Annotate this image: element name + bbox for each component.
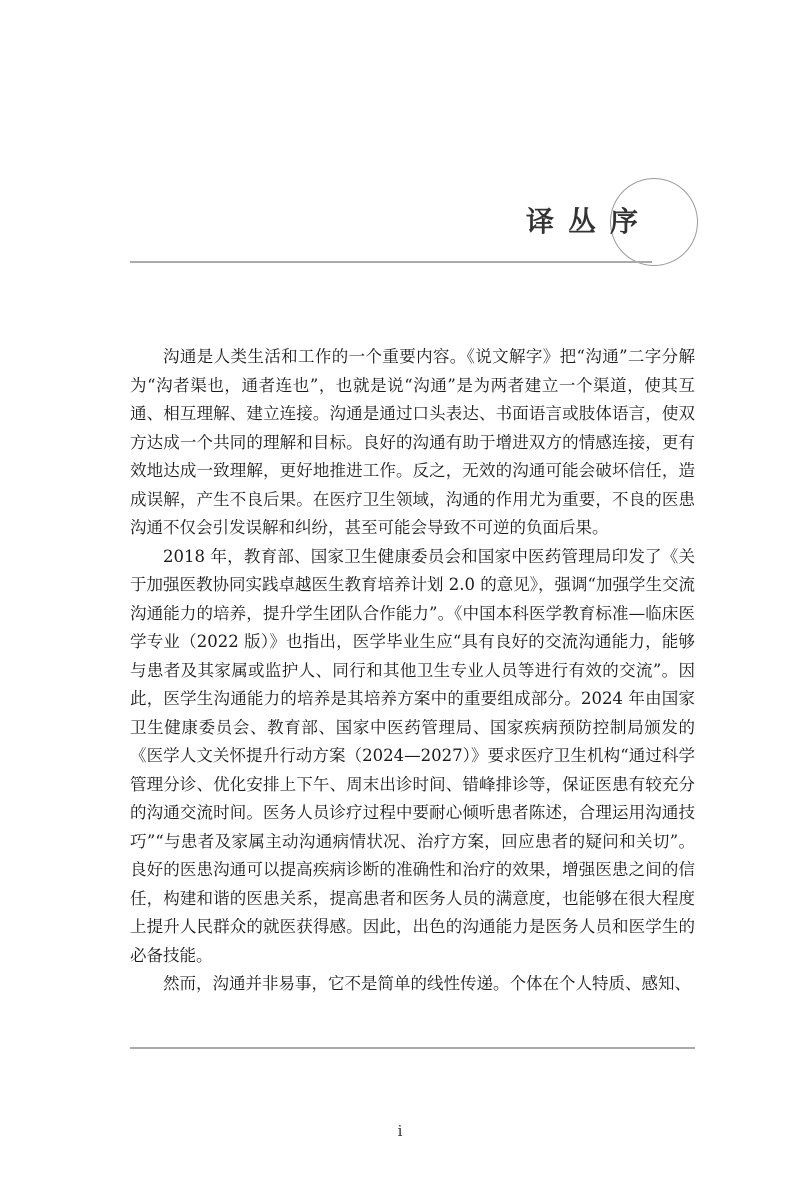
- paragraph-3: 然而，沟通并非易事，它不是简单的线性传递。个体在个人特质、感知、: [163, 974, 691, 993]
- page-title: 译丛序: [526, 205, 653, 238]
- paragraph-2: 2018 年，教育部、国家卫生健康委员会和国家中医药管理局印发了《关于加强医教协同实践卓越医生教育培养计划 2.0 的意见》，强调“加强学生交流沟通能力的培养，提升学生团队合作能力”。《中国本科医学教育标准—临床医学专业（2022 版）》也指出，医学毕业生应“具有良好的交流沟通能力，能够与患者及其家属或监护人、同行和其他卫生专业人员等进行有效的交流”。因此，医学生沟通能力的培养是其培养方案中的重要组成部分。2024 年由国家卫生健康委员会、教育部、国家中医药管理局、国家疾病预防控制局颁发的《医学人文关怀提升行动方案（2024—2027）》要求医疗卫生机构“通过科学管理分诊、优化安排上下午、周末出诊时间、错峰排诊等，保证医患有较充分的沟通交流时间。医务人员诊疗过程中要耐心倾听患者陈述，合理运用沟通技巧”“与患者及家属主动沟通病情状况、治疗方案，回应患者的疑问和关切”。良好的医患沟通可以提高疾病诊断的准确性和治疗的效果，增强医患之间的信任，构建和谐的医患关系，提高患者和医务人员的满意度，也能够在很大程度上提升人民群众的就医获得感。因此，出色的沟通能力是医务人员和医学生的必备技能。: [130, 546, 695, 965]
- page-number: i: [397, 1122, 403, 1140]
- body-text: [130, 343, 695, 999]
- header-rule: [130, 261, 652, 263]
- paragraph-1: 沟通是人类生活和工作的一个重要内容。《说文解字》把“沟通”二字分解为“沟者渠也，通者连也”，也就是说“沟通”是为两者建立一个渠道，使其互通、相互理解、建立连接。沟通是通过口头表达、书面语言或肢体语言，使双方达成一个共同的理解和目标。良好的沟通有助于增进双方的情感连接，更有效地达成一致理解，更好地推进工作。反之，无效的沟通可能会破坏信任，造成误解，产生不良后果。在医疗卫生领域，沟通的作用尤为重要，不良的医患沟通不仅会引发误解和纠纷，甚至可能会导致不可逆的负面后果。: [130, 347, 695, 537]
- footer-rule: [130, 1047, 695, 1049]
